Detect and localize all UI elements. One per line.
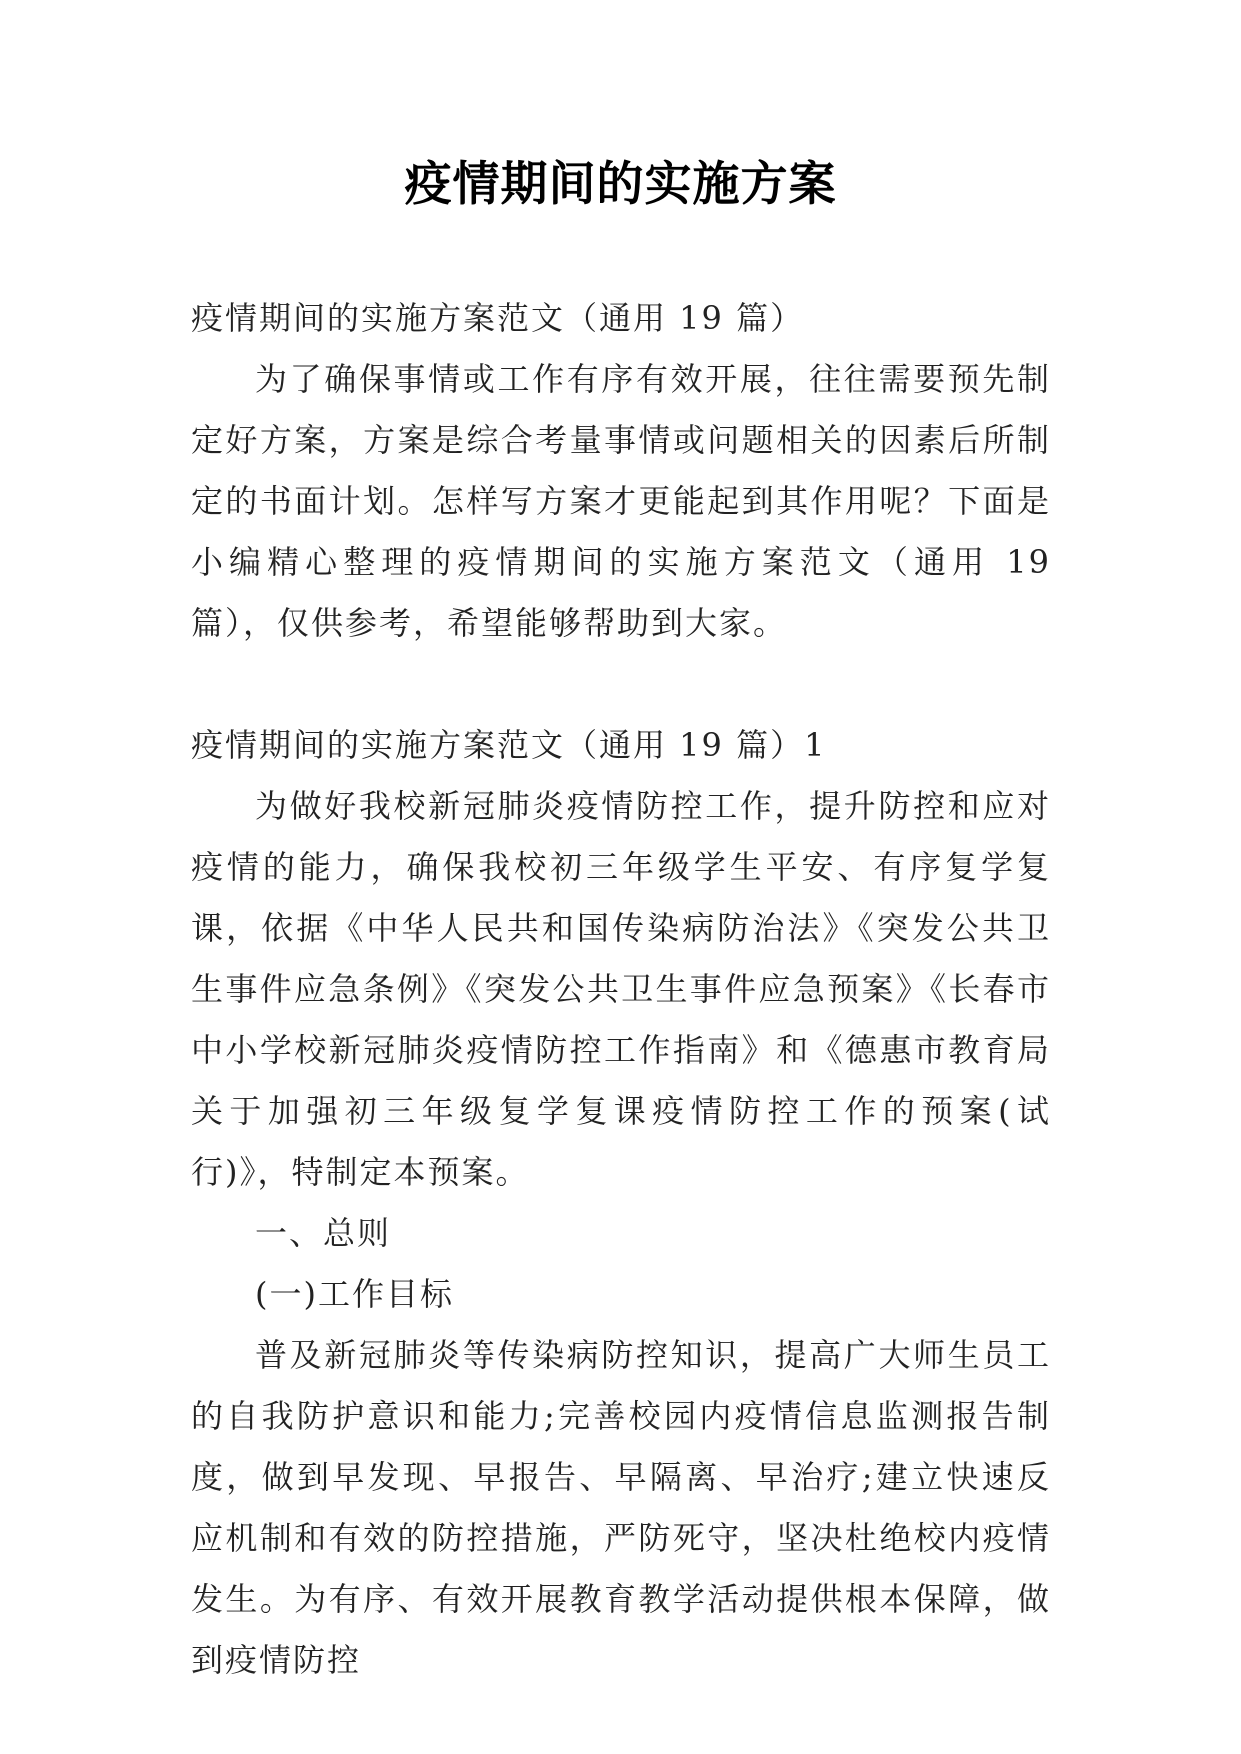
heading-goal: (一)工作目标 xyxy=(255,1275,454,1313)
intro-paragraph: 为了确保事情或工作有序有效开展，往往需要预先制定好方案，方案是综合考量事情或问题相关的因素后所制定的书面计划。怎样写方案才更能起到其作用呢？下面是小编精心整理的疫情期间的实施方案范文（通用 19 篇），仅供参考，希望能够帮助到大家。 xyxy=(191,360,1051,642)
heading-general: 一、总则 xyxy=(255,1214,392,1252)
body-paragraph-2: 普及新冠肺炎等传染病防控知识，提高广大师生员工的自我防护意识和能力;完善校园内疫情信息监测报告制度，做到早发现、早报告、早隔离、早治疗;建立快速反应机制和有效的防控措施，严防死守，坚决杜绝校内疫情发生。为有序、有效开展教育教学活动提供根本保障，做到疫情防控 xyxy=(191,1336,1051,1679)
document-subtitle: 疫情期间的实施方案范文（通用 19 篇） xyxy=(191,299,805,337)
body-paragraph-1: 为做好我校新冠肺炎疫情防控工作，提升防控和应对疫情的能力，确保我校初三年级学生平安、有序复学复课，依据《中华人民共和国传染病防治法》《突发公共卫生事件应急条例》《突发公共卫生事件应急预案》《长春市中小学校新冠肺炎疫情防控工作指南》和《德惠市教育局关于加强初三年级复学复课疫情防控工作的预案(试行)》，特制定本预案。 xyxy=(191,787,1051,1191)
document-title: 疫情期间的实施方案 xyxy=(404,157,837,212)
section-heading: 疫情期间的实施方案范文（通用 19 篇）1 xyxy=(191,726,827,764)
document-body xyxy=(191,288,1051,1691)
